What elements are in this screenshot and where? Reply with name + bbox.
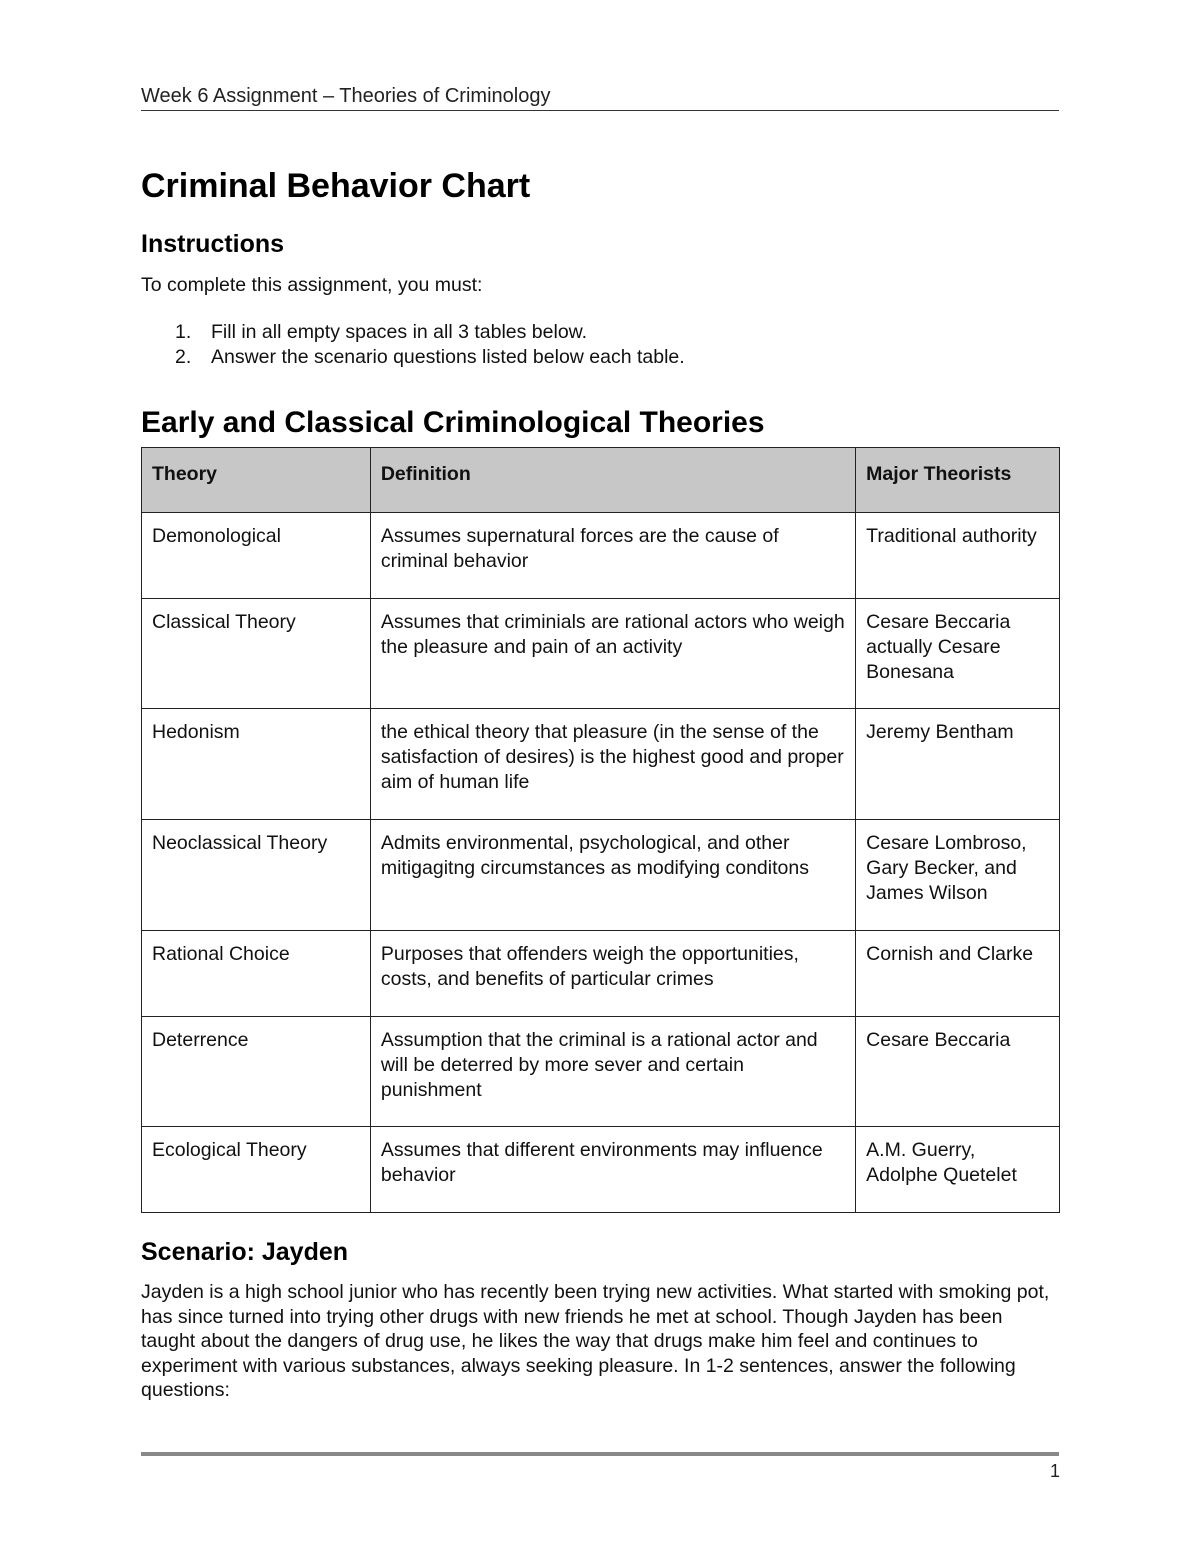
section-heading: Early and Classical Criminological Theories <box>141 406 765 439</box>
step-text: Answer the scenario questions listed below each table. <box>211 346 685 368</box>
theorists-cell: A.M. Guerry, Adolphe Quetelet <box>856 1127 1060 1213</box>
instructions-heading: Instructions <box>141 230 285 258</box>
table-row <box>142 1017 1060 1127</box>
table-row <box>142 931 1060 1017</box>
column-header-theorists: Major Theorists <box>856 448 1060 513</box>
table-row <box>142 513 1060 599</box>
theory-cell: Rational Choice <box>142 931 371 1017</box>
instructions-intro: To complete this assignment, you must: <box>141 274 483 296</box>
column-header-theory: Theory <box>142 448 371 513</box>
step-number: 1. <box>175 321 192 343</box>
definition-cell: Assumes that criminials are rational actors who weigh the pleasure and pain of an activity <box>370 599 855 709</box>
theory-cell: Neoclassical Theory <box>142 820 371 931</box>
definition-cell: Assumes that different environments may influence behavior <box>370 1127 855 1213</box>
table-header-row <box>142 448 1060 513</box>
theorists-cell: Cesare Beccaria actually Cesare Bonesana <box>856 599 1060 709</box>
theorists-cell: Jeremy Bentham <box>856 709 1060 820</box>
instruction-step <box>141 320 1041 345</box>
definition-cell: Assumption that the criminal is a rational actor and will be deterred by more sever and certain punishment <box>370 1017 855 1127</box>
page-number: 1 <box>1049 1461 1060 1481</box>
table-row <box>142 599 1060 709</box>
definition-cell: the ethical theory that pleasure (in the sense of the satisfaction of desires) is the highest good and proper aim of human life <box>370 709 855 820</box>
step-text: Fill in all empty spaces in all 3 tables below. <box>211 321 588 343</box>
theorists-cell: Cesare Beccaria <box>856 1017 1060 1127</box>
table-row <box>142 1127 1060 1213</box>
theorists-cell: Traditional authority <box>856 513 1060 599</box>
theory-cell: Demonological <box>142 513 371 599</box>
step-number: 2. <box>175 346 192 368</box>
scenario-heading: Scenario: Jayden <box>141 1238 349 1266</box>
running-header: Week 6 Assignment – Theories of Criminology <box>141 84 1059 111</box>
footer-divider <box>141 1452 1059 1456</box>
theory-cell: Classical Theory <box>142 599 371 709</box>
document-title: Criminal Behavior Chart <box>141 167 531 205</box>
definition-cell: Purposes that offenders weigh the opportunities, costs, and benefits of particular crimes <box>370 931 855 1017</box>
table-row <box>142 820 1060 931</box>
definition-cell: Admits environmental, psychological, and other mitigagitng circumstances as modifying conditons <box>370 820 855 931</box>
table-row <box>142 709 1060 820</box>
theories-table <box>141 447 1060 1213</box>
instruction-step <box>141 345 1041 370</box>
theorists-cell: Cesare Lombroso, Gary Becker, and James Wilson <box>856 820 1060 931</box>
theory-cell: Hedonism <box>142 709 371 820</box>
column-header-definition: Definition <box>370 448 855 513</box>
scenario-text: Jayden is a high school junior who has recently been trying new activities. What started with smoking pot, has since turned into trying other drugs with new friends he met at school. Though Jayden has been taught about the dangers of drug use, he likes the way that drugs make him feel and continues to experiment with various substances, always seeking pleasure. In 1-2 sentences, answer the following questions: <box>141 1281 1050 1402</box>
theory-cell: Deterrence <box>142 1017 371 1127</box>
definition-cell: Assumes supernatural forces are the cause of criminal behavior <box>370 513 855 599</box>
theory-cell: Ecological Theory <box>142 1127 371 1213</box>
instruction-list <box>141 320 1041 370</box>
theorists-cell: Cornish and Clarke <box>856 931 1060 1017</box>
